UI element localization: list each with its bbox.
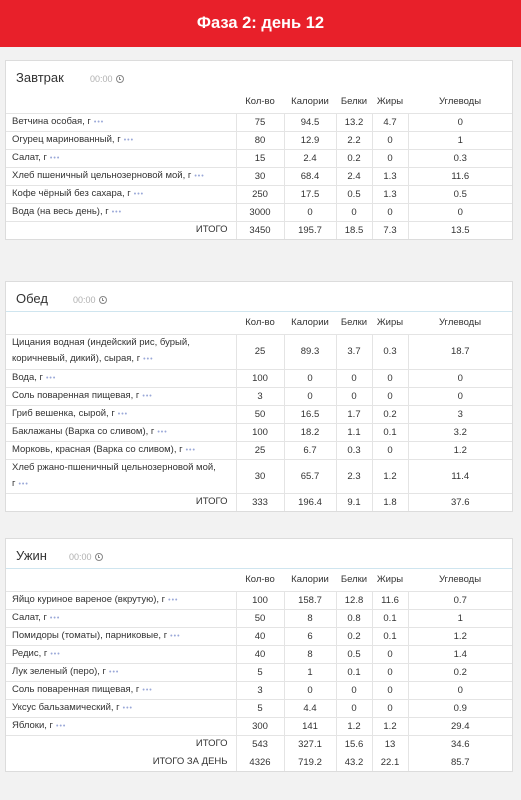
cell-qty: 3000 <box>236 203 284 221</box>
table-row[interactable] <box>6 645 512 663</box>
cell-carbs: 37.6 <box>408 493 512 511</box>
meal-time-value: 00:00 <box>73 295 96 305</box>
cell-fat: 1.2 <box>372 717 408 735</box>
table-row[interactable] <box>6 405 512 423</box>
column-header-carbs: Углеводы <box>408 91 512 113</box>
table-row[interactable] <box>6 387 512 405</box>
meal-header <box>6 61 512 91</box>
cell-kcal: 0 <box>284 387 336 405</box>
cell-kcal: 196.4 <box>284 493 336 511</box>
cell-kcal: 68.4 <box>284 167 336 185</box>
cell-fat: 7.3 <box>372 221 408 239</box>
cell-fat: 0.1 <box>372 423 408 441</box>
item-name: Яблоки, г <box>12 719 54 731</box>
cell-kcal: 0 <box>284 203 336 221</box>
row-name-cell <box>6 113 236 131</box>
row-name-cell <box>6 167 236 185</box>
table-header-row <box>6 312 512 334</box>
table-row[interactable] <box>6 663 512 681</box>
cell-fat: 0.1 <box>372 609 408 627</box>
cell-protein: 0.5 <box>336 645 372 663</box>
item-name: Баклажаны (Варка со сливом), г <box>12 425 155 437</box>
cell-qty: 30 <box>236 459 284 493</box>
clock-icon <box>99 296 107 304</box>
more-dots-icon[interactable]: ••• <box>123 136 135 144</box>
cell-protein: 1.7 <box>336 405 372 423</box>
cell-kcal: 89.3 <box>284 334 336 369</box>
column-header-protein: Белки <box>336 91 372 113</box>
cell-carbs: 13.5 <box>408 221 512 239</box>
cell-kcal: 158.7 <box>284 591 336 609</box>
more-dots-icon[interactable]: ••• <box>170 632 181 640</box>
total-row <box>6 221 512 239</box>
cell-qty: 3 <box>236 681 284 699</box>
column-header-kcal: Калории <box>284 312 336 334</box>
row-name-cell <box>6 441 236 459</box>
row-name-cell <box>6 369 236 387</box>
cell-fat: 0 <box>372 149 408 167</box>
cell-kcal: 2.4 <box>284 149 336 167</box>
cell-fat: 0 <box>372 441 408 459</box>
cell-qty: 3 <box>236 387 284 405</box>
cell-carbs: 3 <box>408 405 512 423</box>
total-label: ИТОГО <box>195 496 228 508</box>
total-label: ИТОГО <box>195 738 228 750</box>
cell-qty: 40 <box>236 627 284 645</box>
cell-protein: 15.6 <box>336 735 372 753</box>
header-divider <box>6 311 512 312</box>
more-dots-icon[interactable]: ••• <box>143 356 154 363</box>
row-name-cell <box>6 493 236 511</box>
column-header-name <box>6 569 236 591</box>
column-header-carbs: Углеводы <box>408 569 512 591</box>
clock-icon <box>116 75 124 83</box>
more-dots-icon[interactable]: ••• <box>109 668 120 676</box>
more-dots-icon[interactable]: ••• <box>45 374 57 382</box>
cell-carbs: 18.7 <box>408 334 512 369</box>
meal-time[interactable] <box>69 552 103 562</box>
cell-carbs: 29.4 <box>408 717 512 735</box>
cell-qty: 15 <box>236 149 284 167</box>
row-name-cell <box>6 459 236 493</box>
table-header-row <box>6 569 512 591</box>
item-name: Морковь, красная (Варка со сливом), г <box>12 443 183 455</box>
cell-protein: 0 <box>336 203 372 221</box>
cell-carbs: 0.7 <box>408 591 512 609</box>
cell-protein: 9.1 <box>336 493 372 511</box>
cell-fat: 1.2 <box>372 459 408 493</box>
item-name: Салат, г <box>12 151 47 163</box>
more-dots-icon[interactable]: ••• <box>142 686 153 694</box>
cell-kcal: 16.5 <box>284 405 336 423</box>
cell-qty: 50 <box>236 405 284 423</box>
column-header-qty: Кол-во <box>236 312 284 334</box>
table-row[interactable] <box>6 459 512 493</box>
column-header-protein: Белки <box>336 312 372 334</box>
cell-carbs: 0 <box>408 387 512 405</box>
cell-carbs: 34.6 <box>408 735 512 753</box>
cell-protein: 1.1 <box>336 423 372 441</box>
more-dots-icon[interactable]: ••• <box>157 428 168 436</box>
cell-kcal: 12.9 <box>284 131 336 149</box>
cell-qty: 25 <box>236 334 284 369</box>
row-name-cell <box>6 334 236 369</box>
meal-table <box>6 312 512 511</box>
cell-fat: 0 <box>372 369 408 387</box>
cell-fat: 0.3 <box>372 334 408 369</box>
column-header-qty: Кол-во <box>236 569 284 591</box>
cell-carbs: 0 <box>408 369 512 387</box>
cell-carbs: 0.9 <box>408 699 512 717</box>
cell-protein: 0 <box>336 387 372 405</box>
cell-protein: 18.5 <box>336 221 372 239</box>
row-name-cell <box>6 663 236 681</box>
item-name: Хлеб пшеничный цельнозерновой мой, г <box>12 169 192 181</box>
cell-qty: 80 <box>236 131 284 149</box>
meal-table <box>6 569 512 771</box>
more-dots-icon[interactable]: ••• <box>117 410 129 418</box>
meal-header <box>6 539 512 569</box>
cell-kcal: 18.2 <box>284 423 336 441</box>
table-row[interactable] <box>6 591 512 609</box>
more-dots-icon[interactable]: ••• <box>49 614 61 622</box>
table-row[interactable] <box>6 609 512 627</box>
table-row[interactable] <box>6 113 512 131</box>
cell-carbs: 1 <box>408 131 512 149</box>
item-name: Вода, г <box>12 371 43 383</box>
cell-carbs: 1.2 <box>408 441 512 459</box>
row-name-cell <box>6 405 236 423</box>
table-row[interactable] <box>6 185 512 203</box>
page-header <box>0 0 521 47</box>
meal-title: Завтрак <box>16 70 64 85</box>
column-header-name <box>6 312 236 334</box>
item-name: Редис, г <box>12 647 48 659</box>
item-name: Огурец маринованный, г <box>12 133 121 145</box>
meal-title: Ужин <box>16 548 47 563</box>
row-name-cell <box>6 681 236 699</box>
cell-qty: 543 <box>236 735 284 753</box>
item-name: Ветчина особая, г <box>12 115 91 127</box>
cell-kcal: 8 <box>284 645 336 663</box>
cell-qty: 75 <box>236 113 284 131</box>
meal-time-value: 00:00 <box>69 552 92 562</box>
cell-qty: 100 <box>236 423 284 441</box>
cell-kcal: 141 <box>284 717 336 735</box>
more-dots-icon[interactable]: ••• <box>111 208 123 216</box>
cell-fat: 0 <box>372 203 408 221</box>
table-row[interactable] <box>6 149 512 167</box>
item-name: Соль поваренная пищевая, г <box>12 389 140 401</box>
cell-qty: 3450 <box>236 221 284 239</box>
cell-protein: 0.1 <box>336 663 372 681</box>
cell-qty: 100 <box>236 591 284 609</box>
header-divider <box>6 568 512 569</box>
row-name-cell <box>6 699 236 717</box>
more-dots-icon[interactable]: ••• <box>18 480 29 488</box>
cell-qty: 5 <box>236 663 284 681</box>
row-name-cell <box>6 609 236 627</box>
item-name: Уксус бальзамический, г <box>12 701 120 713</box>
cell-kcal: 65.7 <box>284 459 336 493</box>
row-name-cell <box>6 185 236 203</box>
cell-protein: 2.4 <box>336 167 372 185</box>
row-name-cell <box>6 717 236 735</box>
item-name: Соль поваренная пищевая, г <box>12 683 140 695</box>
page-title: Фаза 2: день 12 <box>196 14 325 32</box>
cell-kcal: 6.7 <box>284 441 336 459</box>
total-label: ИТОГО ЗА ДЕНЬ <box>152 756 228 767</box>
item-name: Лук зеленый (перо), г <box>12 665 107 677</box>
row-name-cell <box>6 131 236 149</box>
cell-fat: 1.3 <box>372 185 408 203</box>
cell-protein: 0.2 <box>336 149 372 167</box>
column-header-fat: Жиры <box>372 569 408 591</box>
column-header-kcal: Калории <box>284 91 336 113</box>
table-header-row <box>6 91 512 113</box>
meal-time[interactable] <box>90 74 124 84</box>
row-name-cell <box>6 149 236 167</box>
cell-carbs: 0 <box>408 113 512 131</box>
column-header-qty: Кол-во <box>236 91 284 113</box>
meal-card-dinner <box>5 538 513 772</box>
cell-protein: 0.8 <box>336 609 372 627</box>
meal-time-value: 00:00 <box>90 74 113 84</box>
cell-fat: 0 <box>372 681 408 699</box>
item-name: Яйцо куриное вареное (вкрутую), г <box>12 593 166 605</box>
cell-kcal: 8 <box>284 609 336 627</box>
item-name: Помидоры (томаты), парниковые, г <box>12 629 168 641</box>
cell-qty: 4326 <box>236 753 284 771</box>
cell-kcal: 0 <box>284 369 336 387</box>
meal-card-lunch <box>5 281 513 512</box>
column-header-carbs: Углеводы <box>408 312 512 334</box>
cell-carbs: 0.5 <box>408 185 512 203</box>
cell-qty: 25 <box>236 441 284 459</box>
more-dots-icon[interactable]: ••• <box>93 118 105 126</box>
cell-carbs: 85.7 <box>408 753 512 771</box>
column-header-kcal: Калории <box>284 569 336 591</box>
more-dots-icon[interactable]: ••• <box>142 392 153 400</box>
cell-kcal: 195.7 <box>284 221 336 239</box>
cell-protein: 1.2 <box>336 717 372 735</box>
row-name-cell <box>6 645 236 663</box>
cell-kcal: 0 <box>284 681 336 699</box>
cell-carbs: 11.4 <box>408 459 512 493</box>
more-dots-icon[interactable]: ••• <box>168 596 179 604</box>
table-row[interactable] <box>6 681 512 699</box>
cell-kcal: 6 <box>284 627 336 645</box>
total-row <box>6 493 512 511</box>
more-dots-icon[interactable]: ••• <box>50 650 61 658</box>
column-header-name <box>6 91 236 113</box>
cell-protein: 0 <box>336 369 372 387</box>
column-header-fat: Жиры <box>372 91 408 113</box>
cell-protein: 3.7 <box>336 334 372 369</box>
item-name: Цицания водная (индейский рис, бурый, коричневый, дикий), сырая, г <box>12 337 190 364</box>
cell-protein: 0.3 <box>336 441 372 459</box>
more-dots-icon[interactable]: ••• <box>56 722 67 730</box>
table-row[interactable] <box>6 717 512 735</box>
cell-qty: 100 <box>236 369 284 387</box>
cell-kcal: 17.5 <box>284 185 336 203</box>
cell-fat: 0 <box>372 387 408 405</box>
cell-carbs: 11.6 <box>408 167 512 185</box>
cell-carbs: 1 <box>408 609 512 627</box>
cell-protein: 0 <box>336 681 372 699</box>
more-dots-icon[interactable]: ••• <box>185 446 196 454</box>
item-name: Кофе чёрный без сахара, г <box>12 187 131 199</box>
total-row <box>6 735 512 753</box>
cell-kcal: 719.2 <box>284 753 336 771</box>
table-row[interactable] <box>6 131 512 149</box>
cell-carbs: 0 <box>408 203 512 221</box>
cell-fat: 0 <box>372 645 408 663</box>
cell-qty: 333 <box>236 493 284 511</box>
more-dots-icon[interactable]: ••• <box>49 154 61 162</box>
cell-fat: 1.3 <box>372 167 408 185</box>
row-name-cell <box>6 387 236 405</box>
cell-qty: 300 <box>236 717 284 735</box>
row-name-cell <box>6 423 236 441</box>
cell-kcal: 94.5 <box>284 113 336 131</box>
cell-qty: 50 <box>236 609 284 627</box>
table-row[interactable] <box>6 167 512 185</box>
cell-protein: 43.2 <box>336 753 372 771</box>
cell-fat: 0 <box>372 131 408 149</box>
row-name-cell <box>6 627 236 645</box>
cell-fat: 0.1 <box>372 627 408 645</box>
cell-fat: 22.1 <box>372 753 408 771</box>
clock-icon <box>95 553 103 561</box>
cell-carbs: 0.3 <box>408 149 512 167</box>
day-total-row <box>6 753 512 771</box>
cell-qty: 5 <box>236 699 284 717</box>
cell-kcal: 4.4 <box>284 699 336 717</box>
meal-time[interactable] <box>73 295 107 305</box>
more-dots-icon[interactable]: ••• <box>194 172 205 180</box>
table-row[interactable] <box>6 627 512 645</box>
meal-table <box>6 91 512 239</box>
row-name-cell <box>6 735 236 753</box>
total-label: ИТОГО <box>195 224 228 236</box>
cell-fat: 1.8 <box>372 493 408 511</box>
item-name: Хлеб ржано-пшеничный цельнозерновой мой, г <box>12 461 216 489</box>
cell-qty: 250 <box>236 185 284 203</box>
cell-protein: 13.2 <box>336 113 372 131</box>
cell-protein: 0 <box>336 699 372 717</box>
table-row[interactable] <box>6 369 512 387</box>
item-name: Салат, г <box>12 611 47 623</box>
cell-protein: 2.3 <box>336 459 372 493</box>
cell-protein: 0.5 <box>336 185 372 203</box>
cell-carbs: 0 <box>408 681 512 699</box>
more-dots-icon[interactable]: ••• <box>133 190 145 198</box>
cell-fat: 0 <box>372 699 408 717</box>
table-row[interactable] <box>6 203 512 221</box>
cell-protein: 2.2 <box>336 131 372 149</box>
cell-fat: 13 <box>372 735 408 753</box>
cell-qty: 30 <box>236 167 284 185</box>
row-name-cell <box>6 203 236 221</box>
item-name: Вода (на весь день), г <box>12 205 109 217</box>
cell-fat: 11.6 <box>372 591 408 609</box>
table-row[interactable] <box>6 423 512 441</box>
cell-qty: 40 <box>236 645 284 663</box>
meal-card-breakfast <box>5 60 513 240</box>
row-name-cell <box>6 753 236 771</box>
cell-fat: 0 <box>372 663 408 681</box>
row-name-cell <box>6 221 236 239</box>
column-header-protein: Белки <box>336 569 372 591</box>
table-row[interactable] <box>6 441 512 459</box>
cell-kcal: 1 <box>284 663 336 681</box>
cell-carbs: 0.2 <box>408 663 512 681</box>
meal-title: Обед <box>16 291 48 306</box>
cell-kcal: 327.1 <box>284 735 336 753</box>
more-dots-icon[interactable]: ••• <box>122 704 133 712</box>
item-name: Гриб вешенка, сырой, г <box>12 407 115 419</box>
cell-fat: 0.2 <box>372 405 408 423</box>
cell-carbs: 1.4 <box>408 645 512 663</box>
table-row[interactable] <box>6 334 512 369</box>
cell-carbs: 3.2 <box>408 423 512 441</box>
table-row[interactable] <box>6 699 512 717</box>
cell-carbs: 1.2 <box>408 627 512 645</box>
row-name-cell <box>6 591 236 609</box>
column-header-fat: Жиры <box>372 312 408 334</box>
meal-header <box>6 282 512 312</box>
cell-protein: 0.2 <box>336 627 372 645</box>
cell-protein: 12.8 <box>336 591 372 609</box>
cell-fat: 4.7 <box>372 113 408 131</box>
